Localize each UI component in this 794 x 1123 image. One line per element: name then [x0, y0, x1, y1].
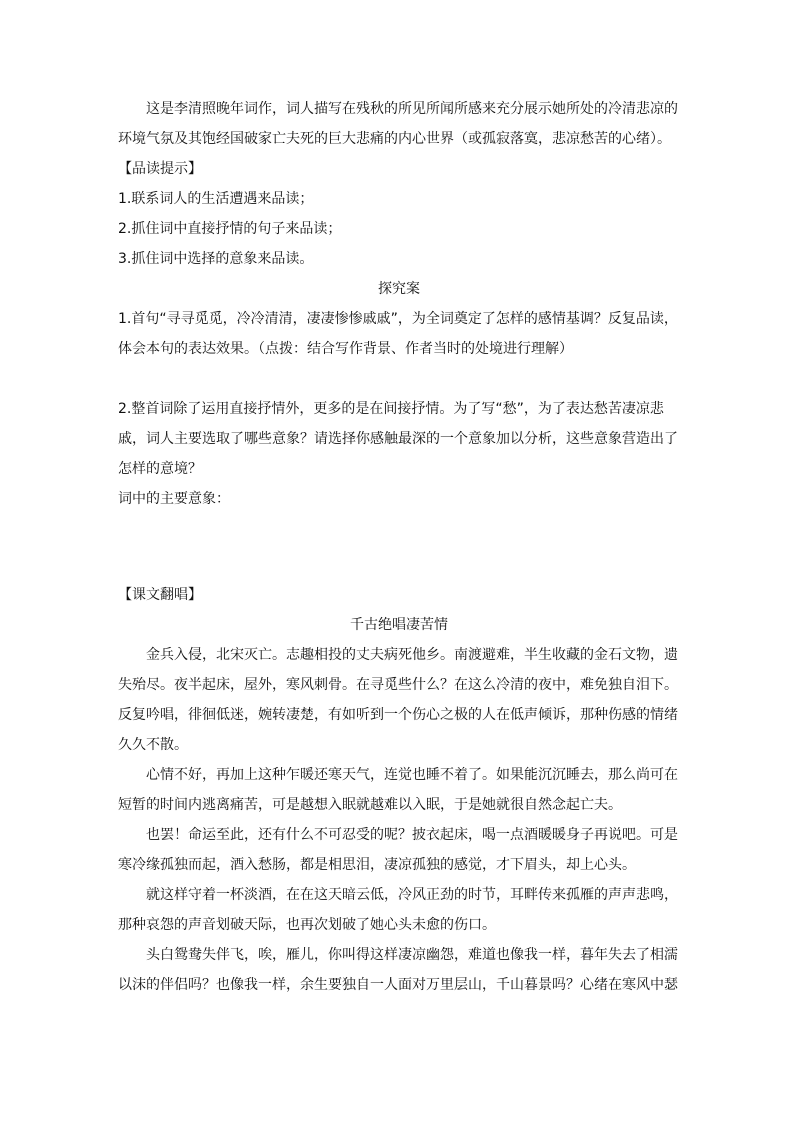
main-imagery-label: 词中的主要意象：	[118, 491, 230, 507]
rendition-paragraph-5: 头白鸳鸯失伴飞，唉，雁儿，你叫得这样凄凉幽怨，难道也像我一样，暮年失去了相濡以沫的伴侣吗？也像我一样，余生要独自一人面对万里层山，千山暮景吗？心绪在寒风中瑟	[118, 947, 678, 993]
inquiry-question-1: 1.首句“寻寻觅觅，冷冷清清，凄凄惨惨戚戚”，为全词奠定了怎样的感情基调？反复品读，体会本句的表达效果。（点拨：结合写作背景、作者当时的处境进行理解）	[118, 311, 678, 357]
rendition-paragraph-3: 也罢！命运至此，还有什么不可忍受的呢？披衣起床，喝一点酒暖暖身子再说吧。可是寒冷缘孤独而起，酒入愁肠，都是相思泪，凄凉孤独的感觉，才下眉头，却上心头。	[118, 827, 678, 873]
rendition-paragraph-1: 金兵入侵，北宋灭亡。志趣相投的丈夫病死他乡。南渡避难，半生收藏的金石文物，遗失殆尽。夜半起床，屋外，寒风刺骨。在寻觅些什么？在这么冷清的夜中，难免独自泪下。反复吟唱，徘徊低迷，婉转凄楚，有如听到一个伤心之极的人在低声倾诉，那种伤感的情绪久久不散。	[118, 647, 678, 753]
reading-tip-2: 2.抓住词中直接抒情的句子来品读；	[118, 221, 342, 237]
rendition-heading: 【课文翻唱】	[118, 587, 202, 603]
rendition-paragraph-4: 就这样守着一杯淡酒，在在这天暗云低，冷风正劲的时节，耳畔传来孤雁的声声悲鸣，那种哀怨的声音划破天际，也再次划破了她心头未愈的伤口。	[118, 887, 678, 933]
rendition-paragraph-2: 心情不好，再加上这种乍暖还寒天气，连觉也睡不着了。如果能沉沉睡去，那么尚可在短暂的时间内逃离痛苦，可是越想入眠就越难以入眠，于是她就很自然念起亡夫。	[118, 767, 678, 813]
reading-tip-3: 3.抓住词中选择的意象来品读。	[118, 251, 314, 267]
intro-paragraph: 这是李清照晚年词作，词人描写在残秋的所见所闻所感来充分展示她所处的冷清悲凉的环境气氛及其饱经国破家亡夫死的巨大悲痛的内心世界（或孤寂落寞，悲凉愁苦的心绪）。	[118, 101, 678, 147]
reading-tips-heading: 【品读提示】	[118, 161, 202, 177]
rendition-title: 千古绝唱凄苦情	[350, 617, 448, 633]
inquiry-question-2: 2.整首词除了运用直接抒情外，更多的是在间接抒情。为了写“愁”，为了表达愁苦凄凉悲戚，词人主要选取了哪些意象？请选择你感触最深的一个意象加以分析，这些意象营造出了怎样的意境？	[118, 401, 678, 477]
reading-tip-1: 1.联系词人的生活遭遇来品读；	[118, 191, 314, 207]
inquiry-title: 探究案	[378, 281, 420, 297]
